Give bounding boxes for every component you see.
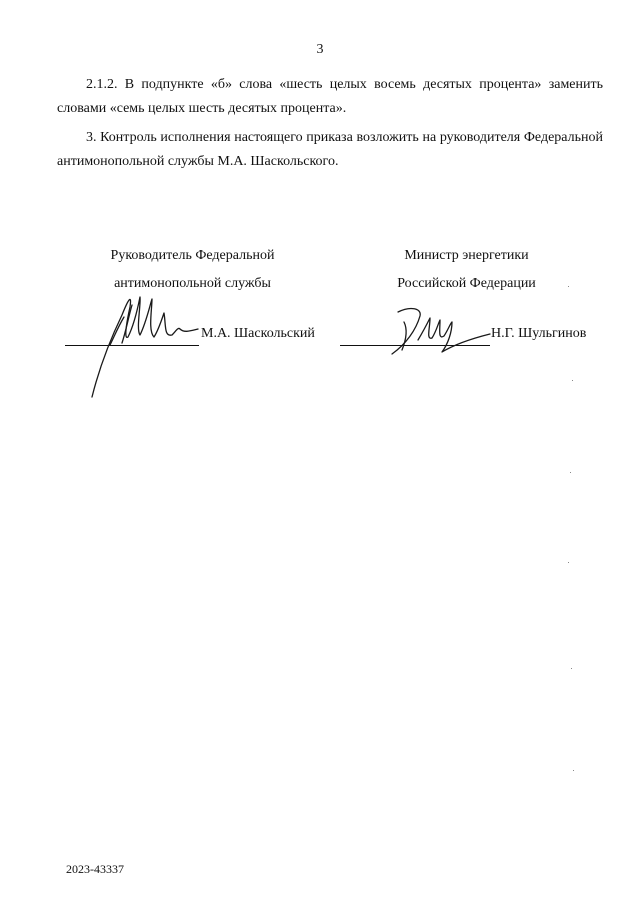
document-code: 2023-43337 — [66, 862, 124, 876]
right-handwritten-signature — [380, 300, 500, 360]
left-handwritten-signature — [80, 245, 210, 405]
scan-speck — [568, 286, 569, 287]
page-number: 3 — [316, 42, 324, 57]
scan-speck — [571, 668, 572, 669]
scan-speck — [568, 562, 569, 563]
left-title-line-2: антимонопольной службы — [114, 276, 271, 291]
left-signer-name: М.А. Шаскольский — [201, 326, 315, 341]
paragraph-2-1-2: 2.1.2. В подпункте «б» слова «шесть целых восемь десятых процента» заменить словами «семь целых шесть десятых процента». — [57, 77, 603, 116]
left-title-line-1: Руководитель Федеральной — [110, 248, 275, 263]
scan-speck — [572, 380, 573, 381]
right-signer-name: Н.Г. Шульгинов — [491, 326, 587, 341]
right-title-line-1: Министр энергетики — [404, 248, 529, 263]
right-signatory-title — [374, 242, 559, 298]
scan-speck — [573, 770, 574, 771]
scan-speck — [570, 472, 571, 473]
right-title-line-2: Российской Федерации — [397, 276, 536, 291]
paragraph-3: 3. Контроль исполнения настоящего приказа возложить на руководителя Федеральной антимонопольной службы М.А. Шаскольского. — [57, 130, 603, 169]
